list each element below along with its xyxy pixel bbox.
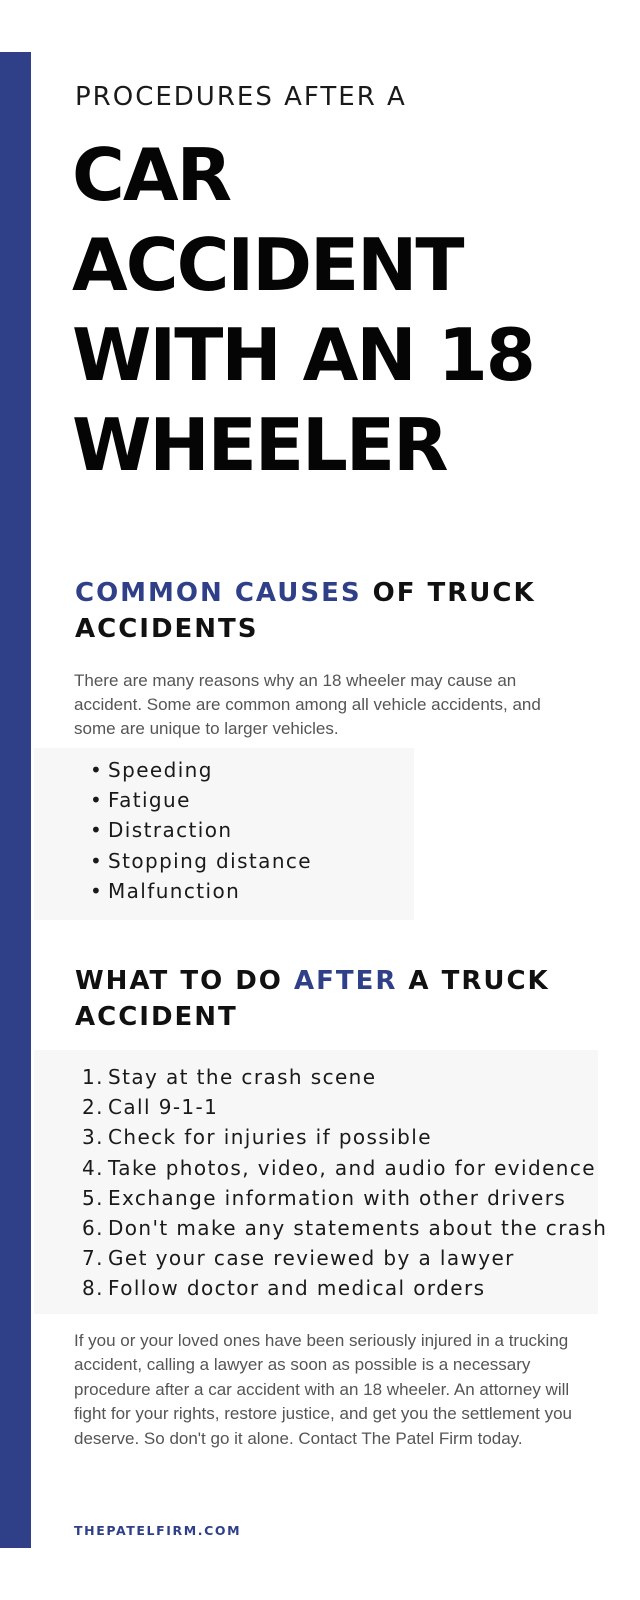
list-item <box>82 1153 607 1183</box>
step-number: 6. <box>82 1215 104 1240</box>
causes-heading-accent: COMMON CAUSES <box>75 578 362 608</box>
step-text: Don't make any statements about the crash <box>108 1215 608 1240</box>
list-item <box>90 755 312 785</box>
footer-website-link[interactable]: THEPATELFIRM.COM <box>74 1523 242 1538</box>
steps-heading-pre: WHAT TO DO <box>75 966 294 996</box>
step-number: 4. <box>82 1155 104 1180</box>
bullet-icon: • <box>90 818 104 843</box>
title-line: CAR <box>72 133 231 217</box>
list-item <box>90 785 312 815</box>
list-item <box>82 1213 607 1243</box>
list-item <box>82 1273 607 1303</box>
steps-heading-post-2: ACCIDENT <box>75 1002 238 1032</box>
list-item-text: Speeding <box>108 758 213 782</box>
steps-heading <box>75 963 575 1035</box>
causes-intro: There are many reasons why an 18 wheeler may cause an accident. Some are common among all vehicle accidents, and some are unique to larger vehicles. <box>74 671 541 738</box>
title-line: WHEELER <box>72 403 447 487</box>
step-number: 2. <box>82 1095 104 1120</box>
step-text: Get your case reviewed by a lawyer <box>108 1246 515 1271</box>
step-text: Call 9-1-1 <box>108 1095 219 1120</box>
list-item <box>82 1183 607 1213</box>
causes-heading-rest-2: ACCIDENTS <box>75 614 259 644</box>
steps-heading-post: A TRUCK <box>397 966 550 996</box>
step-text: Follow doctor and medical orders <box>108 1276 486 1301</box>
list-item-text: Distraction <box>108 818 233 843</box>
bullet-icon: • <box>90 848 104 873</box>
list-item-text: Malfunction <box>108 878 241 903</box>
steps-list <box>82 1062 607 1304</box>
step-number: 1. <box>82 1065 104 1089</box>
page-title <box>72 130 632 490</box>
title-line: WITH AN 18 <box>72 313 534 397</box>
bullet-icon: • <box>90 758 104 782</box>
causes-heading-rest: OF TRUCK <box>361 578 536 608</box>
step-number: 7. <box>82 1246 104 1271</box>
list-item <box>90 815 312 845</box>
step-text: Stay at the crash scene <box>108 1065 377 1089</box>
bullet-icon: • <box>90 878 104 903</box>
list-item <box>90 846 312 876</box>
step-number: 5. <box>82 1185 104 1210</box>
bullet-icon: • <box>90 788 104 813</box>
step-text: Exchange information with other drivers <box>108 1185 567 1210</box>
title-line: ACCIDENT <box>72 223 463 307</box>
list-item-text: Fatigue <box>108 788 191 813</box>
list-item <box>82 1122 607 1152</box>
page-subtitle: PROCEDURES AFTER A <box>75 82 407 112</box>
step-text: Check for injuries if possible <box>108 1125 432 1150</box>
steps-heading-accent: AFTER <box>293 966 398 996</box>
list-item <box>82 1092 607 1122</box>
causes-heading <box>75 575 575 647</box>
list-item-text: Stopping distance <box>108 848 312 873</box>
causes-list <box>90 755 312 906</box>
list-item <box>82 1243 607 1273</box>
step-text: Take photos, video, and audio for evidence <box>108 1155 596 1180</box>
step-number: 3. <box>82 1125 104 1150</box>
step-number: 8. <box>82 1276 104 1301</box>
closing-paragraph: If you or your loved ones have been seriously injured in a trucking accident, calling a lawyer as soon as possible is a necessary procedure after a car accident with an 18 wheeler. An attorney will fight for your rights, restore justice, and get you the settlement you deserve. So don't go it alone. Contact The Patel Firm today. <box>74 1331 572 1448</box>
list-item <box>82 1062 607 1092</box>
sidebar-accent-bar <box>0 52 31 1548</box>
list-item <box>90 876 312 906</box>
